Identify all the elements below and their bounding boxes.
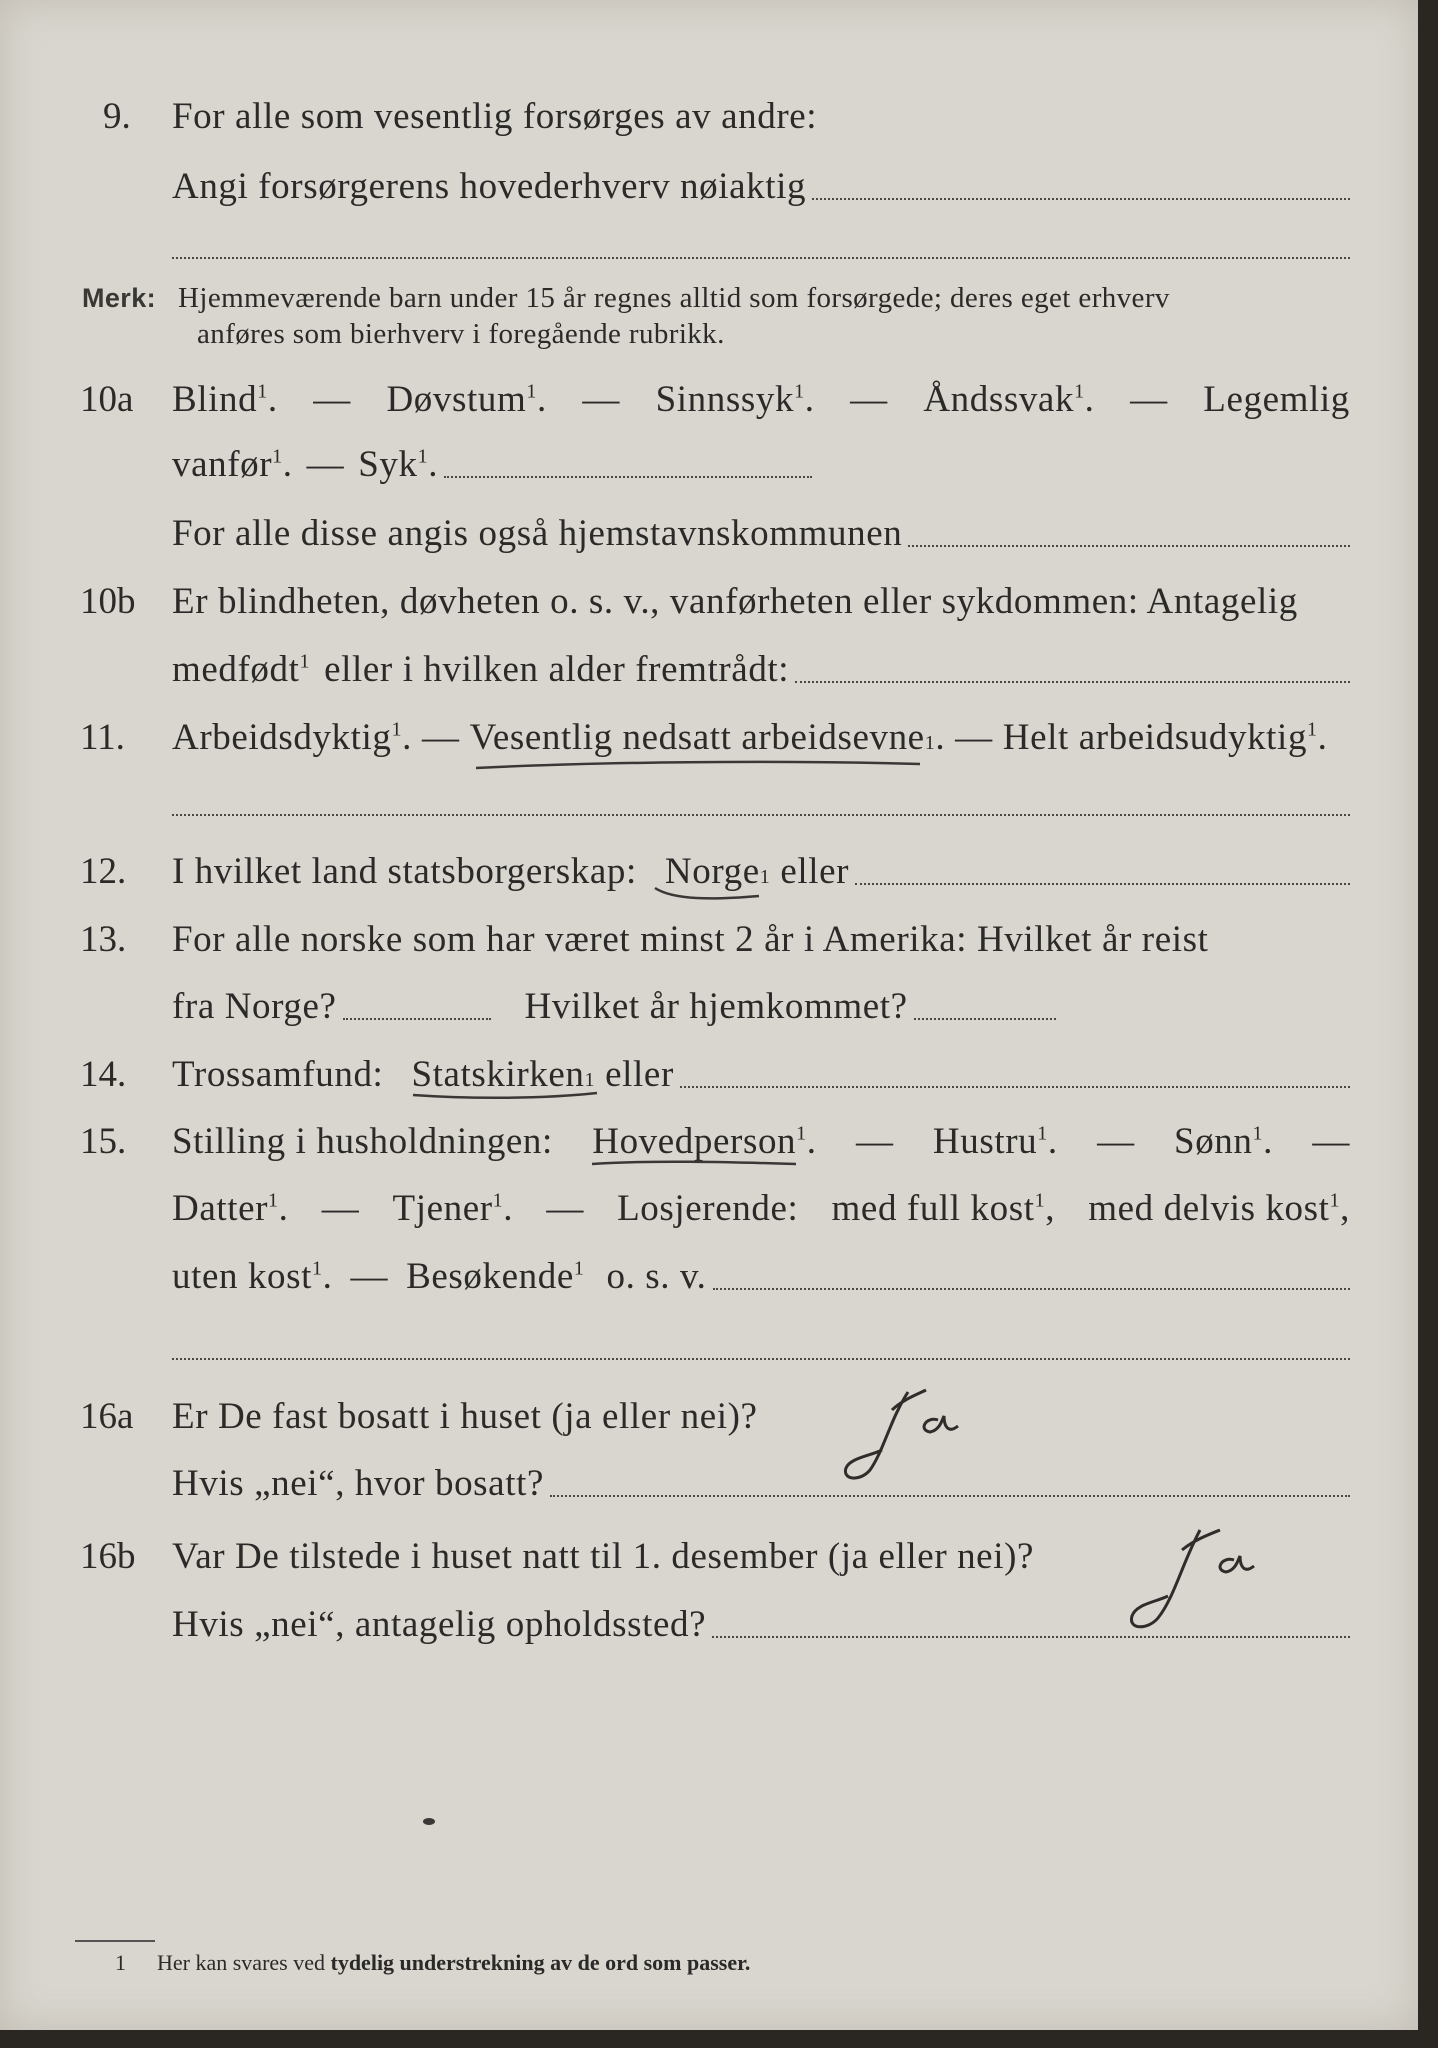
- note-text: Hjemmeværende barn under 15 år regnes alltid som forsørgede; deres eget erhverv: [178, 282, 1170, 314]
- footnote: [115, 1950, 750, 1976]
- q16a-prompt-2: Hvis „nei“, hvor bosatt?: [172, 1463, 544, 1504]
- q16b-line2: [172, 1603, 1350, 1646]
- option-sonn[interactable]: Sønn$^1$.: [1174, 1121, 1273, 1162]
- q9-text: For alle som vesentlig forsørges av andre:: [172, 96, 818, 137]
- option-sinnssyk[interactable]: Sinnssyk$^1$.: [655, 379, 815, 420]
- q16a-line1: [172, 1395, 758, 1438]
- answer-field[interactable]: [914, 1018, 1056, 1020]
- question-number: 16b: [80, 1536, 136, 1577]
- q10b-line1: [172, 580, 1298, 623]
- option-andssvak[interactable]: Åndssvak$^1$.: [923, 379, 1095, 420]
- q14-prompt: Trossamfund:: [172, 1054, 384, 1095]
- q9-line2: [172, 165, 1350, 208]
- q10b-prompt: eller i hvilken alder fremtrådt:: [324, 649, 790, 690]
- answer-field[interactable]: [680, 1086, 1350, 1088]
- option-syk[interactable]: Syk$^1$.: [358, 444, 439, 485]
- q15-line1: [172, 1120, 1350, 1163]
- q13-line2: [172, 985, 1056, 1028]
- answer-field[interactable]: [343, 1018, 491, 1020]
- answer-field[interactable]: [795, 681, 1350, 683]
- separator: —: [421, 717, 460, 758]
- answer-field-extra[interactable]: [172, 814, 1350, 816]
- note-text-2: anføres som bierhverv i foregående rubrikk.: [197, 318, 725, 350]
- answer-field[interactable]: [908, 545, 1350, 547]
- question-number: 9.: [103, 96, 131, 137]
- q12-line1: I hvilket land statsborgerskap: Norge 1 eller: [172, 850, 1350, 893]
- separator: —: [850, 379, 888, 420]
- q11-line1: Arbeidsdyktig$^1$. — Vesentlig nedsatt arbeidsevne 1 . — Helt arbeidsudyktig$^1$.: [172, 716, 1328, 759]
- separator: —: [1312, 1121, 1350, 1162]
- option-nedsatt-selected[interactable]: Vesentlig nedsatt arbeidsevne: [470, 716, 925, 759]
- note-label: Merk:: [82, 283, 157, 313]
- q10b-text: Er blindheten, døvheten o. s. v., vanførheten eller sykdommen: Antagelig: [172, 581, 1298, 622]
- question-number: 11.: [80, 717, 125, 758]
- option-delvis-kost[interactable]: med delvis kost$^1$,: [1088, 1188, 1350, 1229]
- q16b-prompt-2: Hvis „nei“, antagelig opholdssted?: [172, 1604, 707, 1645]
- option-besokende[interactable]: Besøkende$^1$: [406, 1256, 585, 1297]
- answer-field-extra[interactable]: [172, 257, 1350, 259]
- option-hovedperson-selected[interactable]: Hovedperson$^1$.: [592, 1120, 816, 1163]
- separator: —: [321, 1188, 360, 1229]
- option-medfodt[interactable]: medfødt$^1$: [172, 649, 311, 690]
- scan-border: [1418, 0, 1438, 2048]
- q13-text: For alle norske som har været minst 2 år i Amerika: Hvilket år reist: [172, 919, 1209, 960]
- q10a-prompt: For alle disse angis også hjemstavnskommunen: [172, 513, 903, 554]
- question-number: 10a: [80, 379, 134, 420]
- option-udyktig[interactable]: Helt arbeidsudyktig$^1$.: [1002, 717, 1328, 758]
- q10a-line2: [172, 443, 812, 486]
- q15-osv: o. s. v.: [606, 1256, 707, 1297]
- footnote-mark: 1: [115, 1950, 126, 1975]
- note-line1: [82, 282, 1170, 315]
- q15-line3: [172, 1255, 1350, 1298]
- q16a-line2: [172, 1462, 1350, 1505]
- q12-prompt: I hvilket land statsborgerskap:: [172, 851, 637, 892]
- option-dovstum[interactable]: Døvstum$^1$.: [386, 379, 547, 420]
- separator: —: [1097, 1121, 1135, 1162]
- option-norge-selected[interactable]: Norge: [665, 850, 760, 893]
- answer-field[interactable]: [713, 1288, 1350, 1290]
- option-vanfor[interactable]: vanfør$^1$.: [172, 444, 293, 485]
- option-legemlig[interactable]: Legemlig: [1203, 379, 1350, 420]
- option-hustru[interactable]: Hustru$^1$.: [932, 1121, 1058, 1162]
- answer-field-extra[interactable]: [172, 1358, 1350, 1360]
- option-datter[interactable]: Datter$^1$.: [172, 1188, 289, 1229]
- q15-line2: [172, 1187, 1350, 1230]
- q13-prompt-a: fra Norge?: [172, 986, 337, 1027]
- q16a-prompt: Er De fast bosatt i huset (ja eller nei)?: [172, 1396, 758, 1437]
- question-number: 10b: [80, 581, 136, 622]
- footnote-rule: [75, 1940, 155, 1942]
- question-number: 14.: [80, 1054, 127, 1095]
- handwritten-underline: [474, 758, 924, 774]
- separator: —: [955, 717, 993, 758]
- q14-line1: Trossamfund: Statskirken 1 eller: [172, 1053, 1350, 1096]
- q16b-line1: [172, 1535, 1034, 1578]
- q9-line1: [172, 95, 817, 138]
- footnote-text: Her kan svares ved: [157, 1950, 325, 1975]
- separator: —: [855, 1121, 894, 1162]
- separator: —: [350, 1256, 389, 1297]
- question-number: 13.: [80, 919, 127, 960]
- q13-prompt-b: Hvilket år hjemkommet?: [524, 986, 908, 1027]
- answer-field[interactable]: [855, 883, 1350, 885]
- separator: —: [1130, 379, 1168, 420]
- question-number: 16a: [80, 1396, 134, 1437]
- q9-prompt: Angi forsørgerens hovederhverv nøiaktig: [172, 166, 807, 207]
- q10b-line2: [172, 648, 1350, 691]
- option-tjener[interactable]: Tjener$^1$.: [392, 1188, 514, 1229]
- q16b-prompt: Var De tilstede i huset natt til 1. desember (ja eller nei)?: [172, 1536, 1035, 1577]
- question-number: 15.: [80, 1121, 127, 1162]
- q10a-line1: [172, 378, 1350, 421]
- q15-prompt: Stilling i husholdningen:: [172, 1121, 553, 1162]
- option-uten-kost[interactable]: uten kost$^1$.: [172, 1256, 333, 1297]
- ink-spot: [423, 1818, 435, 1825]
- q14-tail: eller: [605, 1054, 674, 1095]
- answer-field[interactable]: [444, 476, 812, 478]
- separator: —: [313, 379, 351, 420]
- footnote-emphasis: tydelig understrekning av de ord som passer.: [330, 1950, 751, 1975]
- answer-field[interactable]: [550, 1495, 1350, 1497]
- q10a-line3: [172, 512, 1350, 555]
- q12-tail: eller: [780, 851, 850, 892]
- separator: —: [582, 379, 621, 420]
- separator: —: [306, 444, 345, 485]
- note-line2: [197, 318, 725, 351]
- q15-losjerende: Losjerende:: [617, 1188, 799, 1229]
- q13-line1: [172, 918, 1209, 961]
- option-statskirken-selected[interactable]: Statskirken: [411, 1053, 584, 1096]
- question-number: 12.: [80, 851, 127, 892]
- answer-field[interactable]: [812, 198, 1350, 200]
- answer-field[interactable]: [712, 1636, 1350, 1638]
- separator: —: [546, 1188, 584, 1229]
- option-arbeidsdyktig[interactable]: Arbeidsdyktig$^1$.: [172, 717, 412, 758]
- option-full-kost[interactable]: med full kost$^1$,: [831, 1188, 1056, 1229]
- option-blind[interactable]: Blind$^1$.: [172, 379, 278, 420]
